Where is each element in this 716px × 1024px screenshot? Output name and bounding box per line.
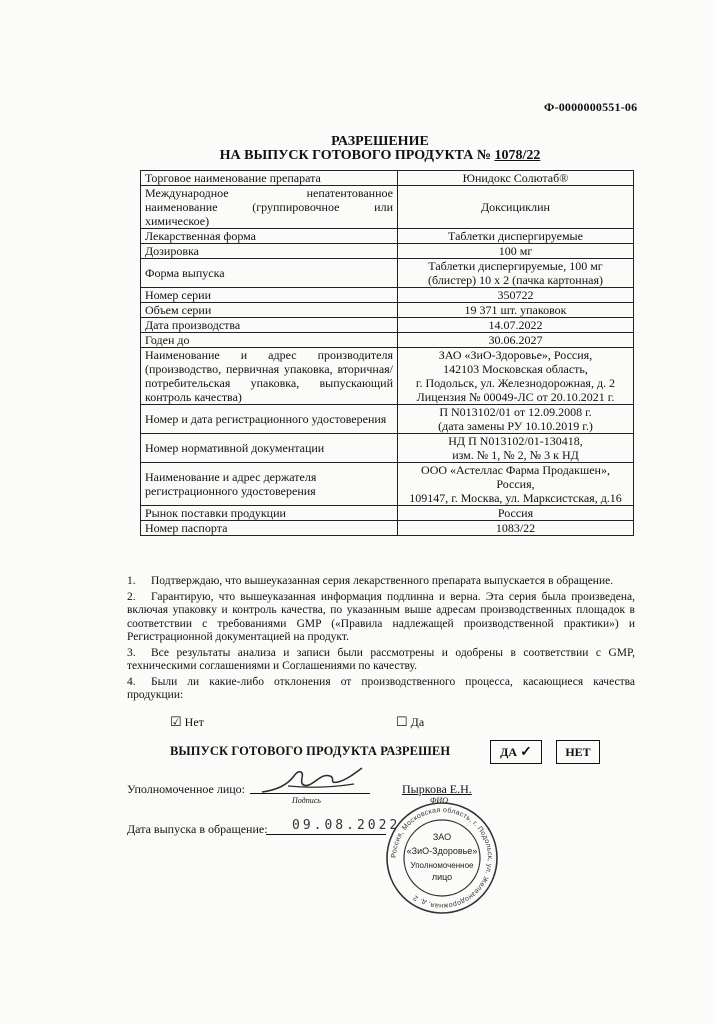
checkmark-icon: ✓ xyxy=(520,745,532,760)
row-value-line: НД П N013102/01-130418, xyxy=(448,434,583,448)
stamp-ring-text: Россия, Московская область, г. Подольск, ул. Железнодорожная, д. 2 xyxy=(390,806,494,910)
stamp-line: ЗАО xyxy=(432,832,452,842)
row-value xyxy=(398,171,634,186)
stamp-line: Уполномоченное xyxy=(410,861,474,870)
permit-number: 1078/22 xyxy=(494,148,541,163)
row-label xyxy=(141,288,398,303)
release-date-value: 09.08.2022 xyxy=(292,818,401,833)
authorized-person-name: Пыркова Е.Н. xyxy=(402,782,472,796)
release-no-box xyxy=(556,740,600,764)
row-value xyxy=(398,186,634,229)
name-caption: ФИО xyxy=(430,796,448,805)
table-row xyxy=(141,318,634,333)
product-info-table xyxy=(140,170,634,536)
answer-yes xyxy=(396,714,424,730)
row-label-line: Номер серии xyxy=(145,288,211,302)
row-label xyxy=(141,318,398,333)
row-label-line: Международное непатентованное наименование (группировочное или химическое) xyxy=(145,186,393,228)
row-label xyxy=(141,303,398,318)
release-yes-label: ДА xyxy=(500,745,518,759)
checkbox-checked-icon: ☑ xyxy=(170,714,182,729)
row-label-line: Дозировка xyxy=(145,244,199,258)
statements-list xyxy=(127,575,635,705)
row-label xyxy=(141,259,398,288)
row-label-line: Наименование и адрес производителя (производство, первичная упаковка, вторичная/потребительская упаковка, выпускающий контроль качества) xyxy=(145,348,393,404)
table-row xyxy=(141,506,634,521)
release-date-line xyxy=(266,834,386,835)
row-value-line: 19 371 шт. упаковок xyxy=(464,303,567,317)
row-label-line: Рынок поставки продукции xyxy=(145,506,286,520)
signature-scribble xyxy=(258,762,368,798)
row-value-line: ООО «Астеллас Фарма Продакшен», xyxy=(421,463,610,477)
row-value xyxy=(398,303,634,318)
table-row xyxy=(141,186,634,229)
table-row xyxy=(141,259,634,288)
row-value-line: (дата замены РУ 10.10.2019 г.) xyxy=(438,419,593,433)
row-value-line: Таблетки диспергируемые, 100 мг xyxy=(428,259,603,273)
row-value-line: 14.07.2022 xyxy=(488,318,543,332)
row-label xyxy=(141,171,398,186)
row-value-line: (блистер) 10 х 2 (пачка картонная) xyxy=(428,273,603,287)
row-value-line: г. Подольск, ул. Железнодорожная, д. 2 xyxy=(415,376,616,390)
row-value-line: Россия, xyxy=(496,477,535,491)
subtitle-prefix: НА ВЫПУСК ГОТОВОГО ПРОДУКТА № xyxy=(219,148,491,163)
answer-no xyxy=(170,714,204,730)
stamp-line: «ЗиО-Здоровье» xyxy=(406,846,478,856)
table-row xyxy=(141,333,634,348)
row-label xyxy=(141,434,398,463)
row-value-line: изм. № 1, № 2, № 3 к НД xyxy=(452,448,579,462)
row-label-line: Лекарственная форма xyxy=(145,229,256,243)
svg-text:Россия, Московская область, г. xyxy=(391,806,493,909)
release-yes-box xyxy=(490,740,542,764)
row-value-line: 1083/22 xyxy=(495,521,536,535)
row-label-line: Дата производства xyxy=(145,318,241,332)
row-value-line: Таблетки диспергируемые xyxy=(448,229,583,243)
document-title: РАЗРЕШЕНИЕ xyxy=(331,134,429,149)
release-statement: ВЫПУСК ГОТОВОГО ПРОДУКТА РАЗРЕШЕН xyxy=(170,744,451,758)
table-row xyxy=(141,463,634,506)
row-label xyxy=(141,521,398,536)
row-label xyxy=(141,333,398,348)
statement-item: 3. Все результаты анализа и записи были рассмотрены и одобрены в соответствии с GMP, техническими соглашениями и Соглашениями по качеству. xyxy=(127,646,635,672)
stamp-line: лицо xyxy=(431,872,453,882)
row-value-line: 142103 Московская область, xyxy=(443,362,588,376)
row-label-line: Номер и дата регистрационного удостоверения xyxy=(145,412,387,426)
signature-caption: Подпись xyxy=(292,796,321,805)
row-value xyxy=(398,229,634,244)
table-row xyxy=(141,244,634,259)
row-value xyxy=(398,405,634,434)
row-label-line: Наименование и адрес держателя xyxy=(145,470,317,484)
answer-yes-label: Да xyxy=(410,715,425,729)
row-value-line: П N013102/01 от 12.09.2008 г. xyxy=(439,405,592,419)
statement-item: 1. Подтверждаю, что вышеуказанная серия лекарственного препарата выпускается в обращение. xyxy=(127,575,614,587)
table-row xyxy=(141,171,634,186)
row-label xyxy=(141,506,398,521)
company-stamp xyxy=(384,800,500,916)
row-value xyxy=(398,318,634,333)
row-value-line: 350722 xyxy=(497,288,534,302)
row-value-line: Лицензия № 00049-ЛС от 20.10.2021 г. xyxy=(416,390,615,404)
table-row xyxy=(141,348,634,405)
row-value-line: Россия xyxy=(497,506,534,520)
authorized-person-label: Уполномоченное лицо: xyxy=(127,782,246,796)
row-label-line: Номер паспорта xyxy=(145,521,228,535)
document-code: Ф-0000000551-06 xyxy=(544,100,638,114)
statement-item: 4. Были ли какие-либо отклонения от производственного процесса, касающиеся качества продукции: xyxy=(127,675,635,701)
table-row xyxy=(141,288,634,303)
row-value xyxy=(398,521,634,536)
row-label xyxy=(141,463,398,506)
document-subtitle xyxy=(180,148,580,164)
release-no-label: НЕТ xyxy=(565,745,591,759)
row-label-line: Торговое наименование препарата xyxy=(145,171,321,185)
row-value-line: ЗАО «ЗиО-Здоровье», Россия, xyxy=(438,348,593,362)
row-value-line: Доксициклин xyxy=(481,200,550,214)
release-date-label: Дата выпуска в обращение: xyxy=(127,822,268,836)
row-value-line: 100 мг xyxy=(498,244,533,258)
row-value xyxy=(398,288,634,303)
row-label-line: Годен до xyxy=(145,333,190,347)
row-value xyxy=(398,434,634,463)
row-value xyxy=(398,463,634,506)
table-row xyxy=(141,303,634,318)
row-value-line: Юнидокс Солютаб® xyxy=(462,171,569,185)
row-label-line: Форма выпуска xyxy=(145,266,225,280)
row-label-line: Номер нормативной документации xyxy=(145,441,325,455)
table-row xyxy=(141,405,634,434)
table-row xyxy=(141,229,634,244)
row-label-line: регистрационного удостоверения xyxy=(145,484,316,498)
checkbox-empty-icon: ☐ xyxy=(396,714,408,729)
row-value xyxy=(398,333,634,348)
row-value xyxy=(398,348,634,405)
table-row xyxy=(141,521,634,536)
row-label xyxy=(141,229,398,244)
row-label xyxy=(141,348,398,405)
row-label xyxy=(141,186,398,229)
answer-no-label: Нет xyxy=(184,715,204,729)
statement-item: 2. Гарантирую, что вышеуказанная информация подлинна и верна. Эта серия была произведена, включая упаковку и контроль качества, по указанным выше адресам производственных площадок в соответствии с требованиями GMP («Правила надлежащей производственной практики») и Регистрационной документацией на продукт. xyxy=(127,590,635,643)
row-label-line: Объем серии xyxy=(145,303,212,317)
row-value-line: 30.06.2027 xyxy=(488,333,543,347)
row-label xyxy=(141,405,398,434)
row-label xyxy=(141,244,398,259)
row-value xyxy=(398,259,634,288)
table-row xyxy=(141,434,634,463)
row-value-line: 109147, г. Москва, ул. Марксистская, д.16 xyxy=(409,491,622,505)
row-value xyxy=(398,506,634,521)
row-value xyxy=(398,244,634,259)
